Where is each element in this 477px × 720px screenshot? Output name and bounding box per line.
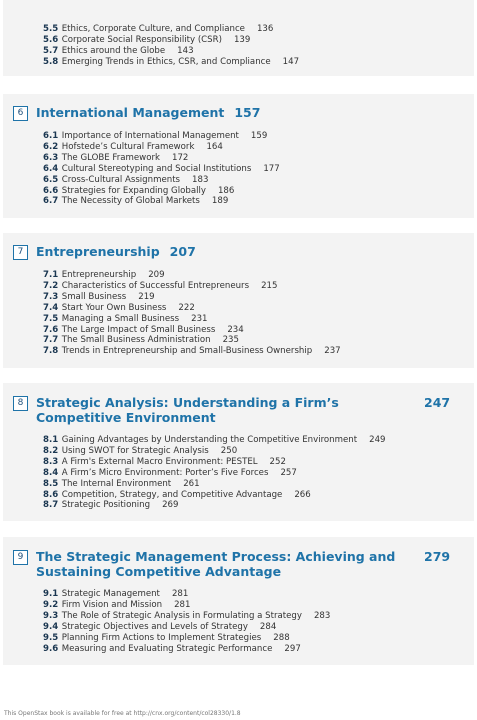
section-title: Managing a Small Business [61,313,180,324]
toc-entry[interactable] [43,131,280,142]
section-page: 164 [206,141,223,152]
section-page: 235 [222,335,239,346]
section-page: 261 [183,478,200,489]
chapter-page: 157 [234,105,261,120]
section-page: 143 [177,45,194,56]
section-page: 234 [227,324,244,335]
section-page: 189 [211,196,229,207]
section-number: 5.8 [43,56,59,67]
toc-entry[interactable] [43,644,330,655]
section-list [43,270,341,357]
section-page: 257 [280,467,297,478]
section-number: 9.3 [43,610,59,621]
chapter-title: Strategic Analysis: Understanding a Firm’s Competitive Environment [36,395,339,425]
footer-note: This OpenStax book is available for free at http://cnx.org/content/col28330/1.8 [4,710,241,717]
section-title: The Large Impact of Small Business [61,324,216,335]
section-page: 269 [162,500,179,511]
section-page: 139 [233,34,251,45]
section-number: 8.5 [43,478,59,489]
toc-entry[interactable] [43,589,330,600]
section-page: 183 [192,174,209,185]
section-title: Importance of International Management [61,131,239,141]
section-list [43,131,280,207]
toc-entry[interactable] [43,57,299,68]
section-title: Strategic Positioning [61,500,151,511]
section-number: 9.4 [43,621,59,632]
section-list [43,24,299,68]
section-number: 6.7 [43,196,59,207]
section-title: Strategies for Expanding Globally [61,185,206,196]
chapter-heading[interactable] [13,105,376,121]
section-number: 7.8 [43,346,59,357]
section-page: 136 [256,24,274,34]
section-title: Ethics, Corporate Culture, and Compliance [61,24,245,34]
section-number: 8.7 [43,500,59,511]
section-number: 8.2 [43,445,59,456]
section-list [43,435,386,511]
section-number: 7.4 [43,302,59,313]
section-title: The Necessity of Global Markets [61,196,200,207]
section-page: 288 [273,632,290,643]
toc-entry[interactable] [43,35,299,46]
section-title: Strategic Management [61,589,160,599]
section-page: 215 [261,280,278,291]
section-page: 209 [148,270,165,280]
chapter-number-badge: 6 [13,106,28,121]
toc-entry[interactable] [43,600,330,611]
toc-entry[interactable] [43,270,341,281]
section-title: Entrepreneurship [61,270,137,280]
section-list [43,589,330,654]
section-number: 5.5 [43,24,59,34]
section-page: 222 [178,302,195,313]
toc-entry[interactable] [43,457,386,468]
section-title: Start Your Own Business [61,302,167,313]
toc-entry[interactable] [43,500,386,511]
toc-entry[interactable] [43,479,386,490]
toc-entry[interactable] [43,186,280,197]
toc-entry[interactable] [43,164,280,175]
section-title: Cultural Stereotyping and Social Institutions [61,163,252,174]
section-title: Strategic Objectives and Levels of Strategy [61,621,248,632]
section-number: 9.1 [43,589,59,599]
section-number: 7.5 [43,313,59,324]
section-number: 8.1 [43,435,59,445]
section-number: 7.7 [43,335,59,346]
section-title: The Small Business Administration [61,335,211,346]
chapter-9-block [3,537,474,665]
section-title: Using SWOT for Strategic Analysis [61,445,209,456]
toc-entry[interactable] [43,335,341,346]
section-title: Hofstede’s Cultural Framework [61,141,195,152]
toc-entry[interactable] [43,622,330,633]
chapter-title [36,105,376,120]
section-page: 297 [284,643,301,654]
chapter-7-block [3,233,474,368]
section-number: 6.3 [43,152,59,163]
section-title: Trends in Entrepreneurship and Small-Business Ownership [61,346,313,357]
toc-entry[interactable] [43,175,280,186]
section-page: 237 [324,346,341,357]
toc-entry[interactable] [43,468,386,479]
section-number: 9.6 [43,643,59,654]
section-title: Ethics around the Globe [61,45,166,56]
section-title: Measuring and Evaluating Strategic Performance [61,643,273,654]
toc-entry[interactable] [43,24,299,35]
section-page: 249 [369,435,386,445]
chapter-page: 279 [424,549,451,564]
chapter-5-continued-block [3,0,474,76]
section-number: 8.6 [43,489,59,500]
toc-entry[interactable] [43,346,341,357]
chapter-number-badge: 7 [13,245,28,260]
toc-entry[interactable] [43,314,341,325]
section-page: 266 [294,489,311,500]
chapter-6-block [3,94,474,218]
section-page: 231 [191,313,208,324]
section-title: The GLOBE Framework [61,152,160,163]
chapter-number-badge: 8 [13,396,28,411]
section-number: 6.4 [43,163,59,174]
section-page: 147 [282,56,300,67]
toc-entry[interactable] [43,142,280,153]
section-title: Characteristics of Successful Entrepreneurs [61,280,250,291]
chapter-page: 207 [169,244,196,259]
toc-entry[interactable] [43,46,299,57]
toc-entry[interactable] [43,292,341,303]
chapter-heading[interactable] [13,395,376,425]
section-page: 172 [171,152,189,163]
toc-entry[interactable] [43,303,341,314]
section-number: 8.3 [43,456,59,467]
section-title: Firm Vision and Mission [61,599,163,610]
section-page: 283 [313,610,331,621]
section-page: 252 [269,456,286,467]
section-number: 7.3 [43,291,59,302]
section-number: 6.5 [43,174,59,185]
chapter-page: 247 [424,395,451,410]
section-page: 281 [174,599,191,610]
section-number: 7.6 [43,324,59,335]
section-number: 8.4 [43,467,59,478]
chapter-title-text: Entrepreneurship [36,244,160,259]
chapter-title: The Strategic Management Process: Achieving and Sustaining Competitive Advantage [36,549,396,579]
section-number: 6.6 [43,185,59,196]
section-page: 219 [138,291,155,302]
section-title: Cross-Cultural Assignments [61,174,181,185]
section-number: 5.7 [43,45,59,56]
toc-entry[interactable] [43,325,341,336]
section-page: 177 [263,163,280,174]
section-number: 6.2 [43,141,59,152]
section-number: 9.2 [43,599,59,610]
section-number: 7.1 [43,270,59,280]
toc-entry[interactable] [43,153,280,164]
section-page: 284 [259,621,277,632]
section-number: 6.1 [43,131,59,141]
section-number: 9.5 [43,632,59,643]
chapter-heading[interactable] [13,549,411,579]
toc-entry[interactable] [43,446,386,457]
section-page: 186 [217,185,235,196]
chapter-title [36,244,376,259]
section-title: A Firm’s Micro Environment: Porter’s Five Forces [61,467,269,478]
section-title: The Internal Environment [61,478,172,489]
section-title: The Role of Strategic Analysis in Formulating a Strategy [61,610,302,621]
chapter-8-block [3,383,474,521]
section-number: 5.6 [43,34,59,45]
toc-entry[interactable] [43,611,330,622]
toc-entry[interactable] [43,490,386,501]
section-title: Emerging Trends in Ethics, CSR, and Compliance [61,56,271,67]
section-title: Competition, Strategy, and Competitive Advantage [61,489,283,500]
toc-entry[interactable] [43,196,280,207]
section-number: 7.2 [43,280,59,291]
chapter-heading[interactable] [13,244,376,260]
toc-entry[interactable] [43,281,341,292]
section-title: Small Business [61,291,127,302]
section-title: Planning Firm Actions to Implement Strategies [61,632,262,643]
section-title: Corporate Social Responsibility (CSR) [61,34,222,45]
chapter-number-badge: 9 [13,550,28,565]
section-page: 281 [171,589,189,599]
section-title: Gaining Advantages by Understanding the Competitive Environment [61,435,358,445]
section-page: 250 [220,445,238,456]
toc-entry[interactable] [43,435,386,446]
section-page: 159 [250,131,268,141]
section-title: A Firm's External Macro Environment: PESTEL [61,456,258,467]
toc-entry[interactable] [43,633,330,644]
chapter-title-text: International Management [36,105,225,120]
